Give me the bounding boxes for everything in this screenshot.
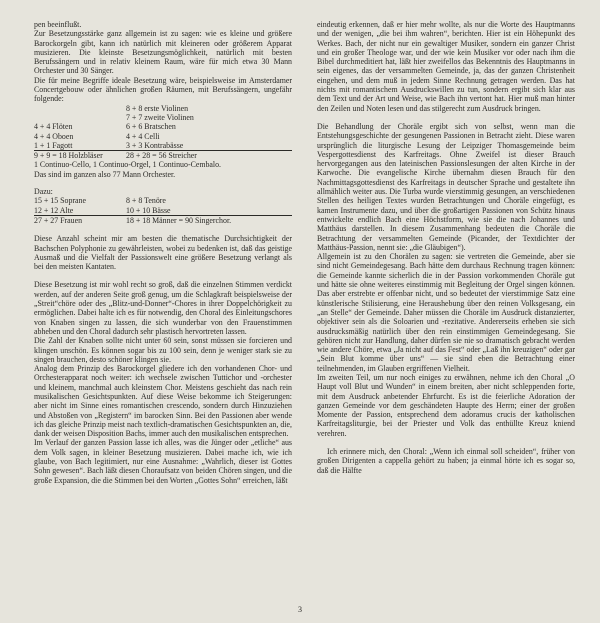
paragraph: eindeutig erkennen, daß er hier mehr wollte, als nur die Worte des Hauptmanns und der wenigen, „die bei ihm wahren“, berichten. Hier ist ein Höhepunkt des Werkes. Bach, der nicht nur ein gewaltiger Musiker, sondern ein ganzer Christ und ein großer Theologe war, und der wie kein Musiker vor oder nach ihm die Bibel durchmeditiert hat, läßt hier zweifellos das Bekenntnis des Hauptmanns in sein eigenes, das der versammelten Gemeinde, ja, das der ganzen Christenheit eingehen, und dem muß in jedem Sinne Rechnung getragen werden. Das hat nichts mit romantischem Ausdruckswillen zu tun, sondern ergibt sich klar aus dem Text und der Art und Weise, wie Bach ihn vertont hat. Hier muß man hinter den Zeilen und Noten lesen und das stilgerecht zum Ausdruck bringen. <box>317 20 575 113</box>
table-cell <box>34 113 126 122</box>
page-number: 3 <box>298 605 302 614</box>
table-cell: 18 + 18 Männer = 90 Singerchor. <box>126 215 232 225</box>
paragraph: Im zweiten Teil, um nur noch einiges zu erwähnen, nehme ich den Choral „O Haupt voll Blut und Wunden“ in einem breiten, aber nicht schleppenden forte, mit dem Ausdruck anbetender Ehrfurcht. Es ist die feierliche Adoration der ganzen Gemeinde vor dem geschändeten Haupte des Herrn; einer der großen Momente der Passion, entsprechend dem adoramus crucis der katholischen Karfreitagsliturgie, bei der Priester und Volk das enthüllte Kreuz kniend verehren. <box>317 372 575 438</box>
dazu-label: Dazu: <box>34 187 53 197</box>
orchestra-total-line: Das sind im ganzen also 77 Mann Orchester. <box>34 169 176 179</box>
table-cell: 4 + 4 Flöten <box>34 122 73 132</box>
table-row <box>34 215 292 225</box>
continuo-line: 1 Continuo-Cello, 1 Continuo-Orgel, 1 Continuo-Cembalo. <box>34 160 222 170</box>
table-row <box>34 113 292 122</box>
table-row <box>34 132 292 141</box>
paragraph: Diese Besetzung ist mir wohl recht so groß, daß die einzelnen Stimmen verdickt werden, auf der anderen Seite groß genug, um die Schlagkraft beispielsweise der „Streit“chöre oder des „Blitz-und-Donner“-Chores in ihrer Doppelchörigkeit zu ermöglichen. Dabei halte ich es für notwendig, den Choral des Einleitungschores von Knaben singen zu lassen, die sich wunderbar von den Frauenstimmen abheben und den Choral dadurch sehr plastisch hervortreten lassen. <box>34 280 292 336</box>
table-cell: 8 + 8 Tenöre <box>126 196 166 206</box>
table-cell: 9 + 9 = 18 Holzbläser <box>34 151 103 161</box>
paragraph: Die für meine Begriffe ideale Besetzung wäre, beispielsweise im Amsterdamer Concertgebouw oder ähnlichen großen Räumen, mit Berufssängern, ungefähr folgende: <box>34 75 292 104</box>
paragraph: Ich erinnere mich, den Choral: „Wenn ich einmal soll scheiden“, früher von großen Dirigenten a cappella gehört zu haben; ja einmal hörte ich es sogar so, daß die Hälfte <box>317 447 575 475</box>
table-cell: 10 + 10 Bässe <box>126 206 292 216</box>
paragraph: Zur Besetzungsstärke ganz allgemein ist zu sagen: wie es kleine und größere Barockorgeln gibt, kann ich natürlich mit kleineren oder größerem Apparat musizieren. Die kleinste Besetzungsmöglichkeit, natürlich mit besten Berufssängern und in relativ kleinem Raum, wäre für mich etwa 30 Mann Orchester und 30 Sänger. <box>34 29 292 76</box>
paragraph: Allgemein ist zu den Chorälen zu sagen: sie vertreten die Gemeinde, aber sie sind nicht Gemeindegesang. Bach hätte dem durchaus Rechnung tragen können: die Gemeinde kannte sicherlich die in der Passion vorkommenden Choräle gut und hätte sie ohne weiteres einstimmig mit Begleitung der Orgel singen können. Das aber erstrebte er offenbar nicht, und so bedeutet der vierstimmige Satz eine künstlerische Stilisierung, eine Heraushebung über den reinen Volksgesang, ein „an Stelle“ der Gemeinde. Daher müssen die Choräle im Ausdruck distanzierter, objektiver sein als die Soloarien und -rezitative. Andererseits erheben sie sich ausdrucksmäßig natürlich über den rein einstimmigen Gemeindegesang. Sie gehören nicht zur Handlung, daher dürfen sie nie so dramatisch gebracht werden wie andere Chöre, etwa „Ja nicht auf das Fest“ oder „Laß ihn kreuzigen“ oder gar „Sein Blut komme über uns“ — sie sind eben die Betrachtung einer teilnehmenden, im Glauben ergriffenen Vielheit. <box>317 252 575 373</box>
table-cell: 3 + 3 Kontrabässe <box>126 141 292 151</box>
right-column <box>317 20 575 475</box>
table-cell: 8 + 8 erste Violinen <box>126 103 189 113</box>
table-cell: 28 + 28 = 56 Streicher <box>126 151 197 161</box>
paragraph: Die Zahl der Knaben sollte nicht unter 60 sein, sonst müssen sie forcieren und klingen unschön. Es können sogar bis zu 100 sein, denn je weniger stark sie zu singen brauchen, desto schöner klingen sie. <box>34 336 292 364</box>
paragraph: Analog dem Prinzip des Barockorgel gliedere ich den vorhandenen Chor- und Orchesterapparat noch weiter: ich wechsele zwischen Tuttichor und -orchester und kleinem, manchmal auch kleinstem Chor. Meistens geschieht das nach rein musikalischen Gesichtspunkten. Auf diese Weise bekomme ich Steigerungen: aber nicht im Sinne eines romantischen crescendo, sondern durch Hinzuziehen und Abstoßen von „Registern“ im barocken Sinn. Bei den Passionen aber wende ich das gleiche Prinzip meist nach textlich-dramatischen Gesichtspunkten an, die, dank der weisen Disposition Bachs, immer auch den musikalischen entsprechen. <box>34 364 292 439</box>
table-cell: 6 + 6 Bratschen <box>126 122 176 132</box>
table-row <box>34 196 292 205</box>
table-cell: 4 + 4 Oboen <box>34 131 74 141</box>
table-cell <box>34 104 126 113</box>
table-cell: 12 + 12 Alte <box>34 206 126 216</box>
table-cell: 27 + 27 Frauen <box>34 215 83 225</box>
left-column <box>34 20 292 485</box>
orchestra-table <box>34 104 292 161</box>
paragraph: Die Behandlung der Choräle ergibt sich von selbst, wenn man die Entstehungsgeschichte der gesungenen Passionen in Betracht zieht. Diese waren ursprünglich die liturgische Lesung der Leipziger Thomasgemeinde beim Vespergottesdienst des Karfreitags. Ohne Zweifel ist dieser Brauch hervorgegangen aus den lateinischen Passionslesungen der alten Kirche in der Karwoche. Die evangelische Kirche übernahm diesen Brauch für den Nachmittagsgottesdienst des Karfreitags in deutscher Sprache und gestaltete ihn allmählich weiter aus. Die Turba wurde vierstimmig gesungen, an verschiedenen Stellen des heiligen Textes wurden Betrachtungen und Choräle eingefügt, es kamen Instrumente dazu, und über die großartigen Passionen von Schütz hinaus entwickelte endlich Bach eine Höchstform, wie sie die nach Johannes und Matthäus darstellen. In diesem Zusammenhang bedeuten die Choräle die Betrachtung der versammelten Gemeinde (Picander, der Textdichter der Matthäus-Passion, nennt sie: „die Gläubigen“). <box>317 121 575 252</box>
table-cell: 7 + 7 zweite Violinen <box>126 112 194 122</box>
table-row <box>34 104 292 113</box>
table-row <box>34 151 292 161</box>
paragraph: pen beeinflußt. <box>34 20 82 29</box>
table-row <box>34 206 292 216</box>
table-cell: 15 + 15 Soprane <box>34 196 87 206</box>
table-cell: 1 + 1 Fagott <box>34 141 126 151</box>
table-cell: 4 + 4 Celli <box>126 131 160 141</box>
table-row <box>34 141 292 151</box>
paragraph: Im Verlauf der ganzen Passion lasse ich alles, was die Jünger oder „etliche“ aus dem Volk sagen, in kleiner Besetzung musizieren. Dabei mache ich, wie ich glaube, von Bach legitimiert, nur eine Ausnahme: „Wahrlich, dieser ist Gottes Sohn gewesen“. Bach läßt diesen Choraufsatz von beiden Chören singen, und die große Expansion, die die Stimmen bei den Worten „Gottes Sohn“ erreichen, läßt <box>34 438 292 485</box>
table-row <box>34 122 292 131</box>
paragraph: Diese Anzahl scheint mir am besten die thematische Durchsichtigkeit der Bachschen Polyphonie zu gewährleisten, wobei zu bedenken ist, daß das geistige Ausmaß und die Vielfalt der Passionswelt eine größere Besetzung verlangt als bei den meisten Kantaten. <box>34 234 292 272</box>
choir-table <box>34 196 292 225</box>
